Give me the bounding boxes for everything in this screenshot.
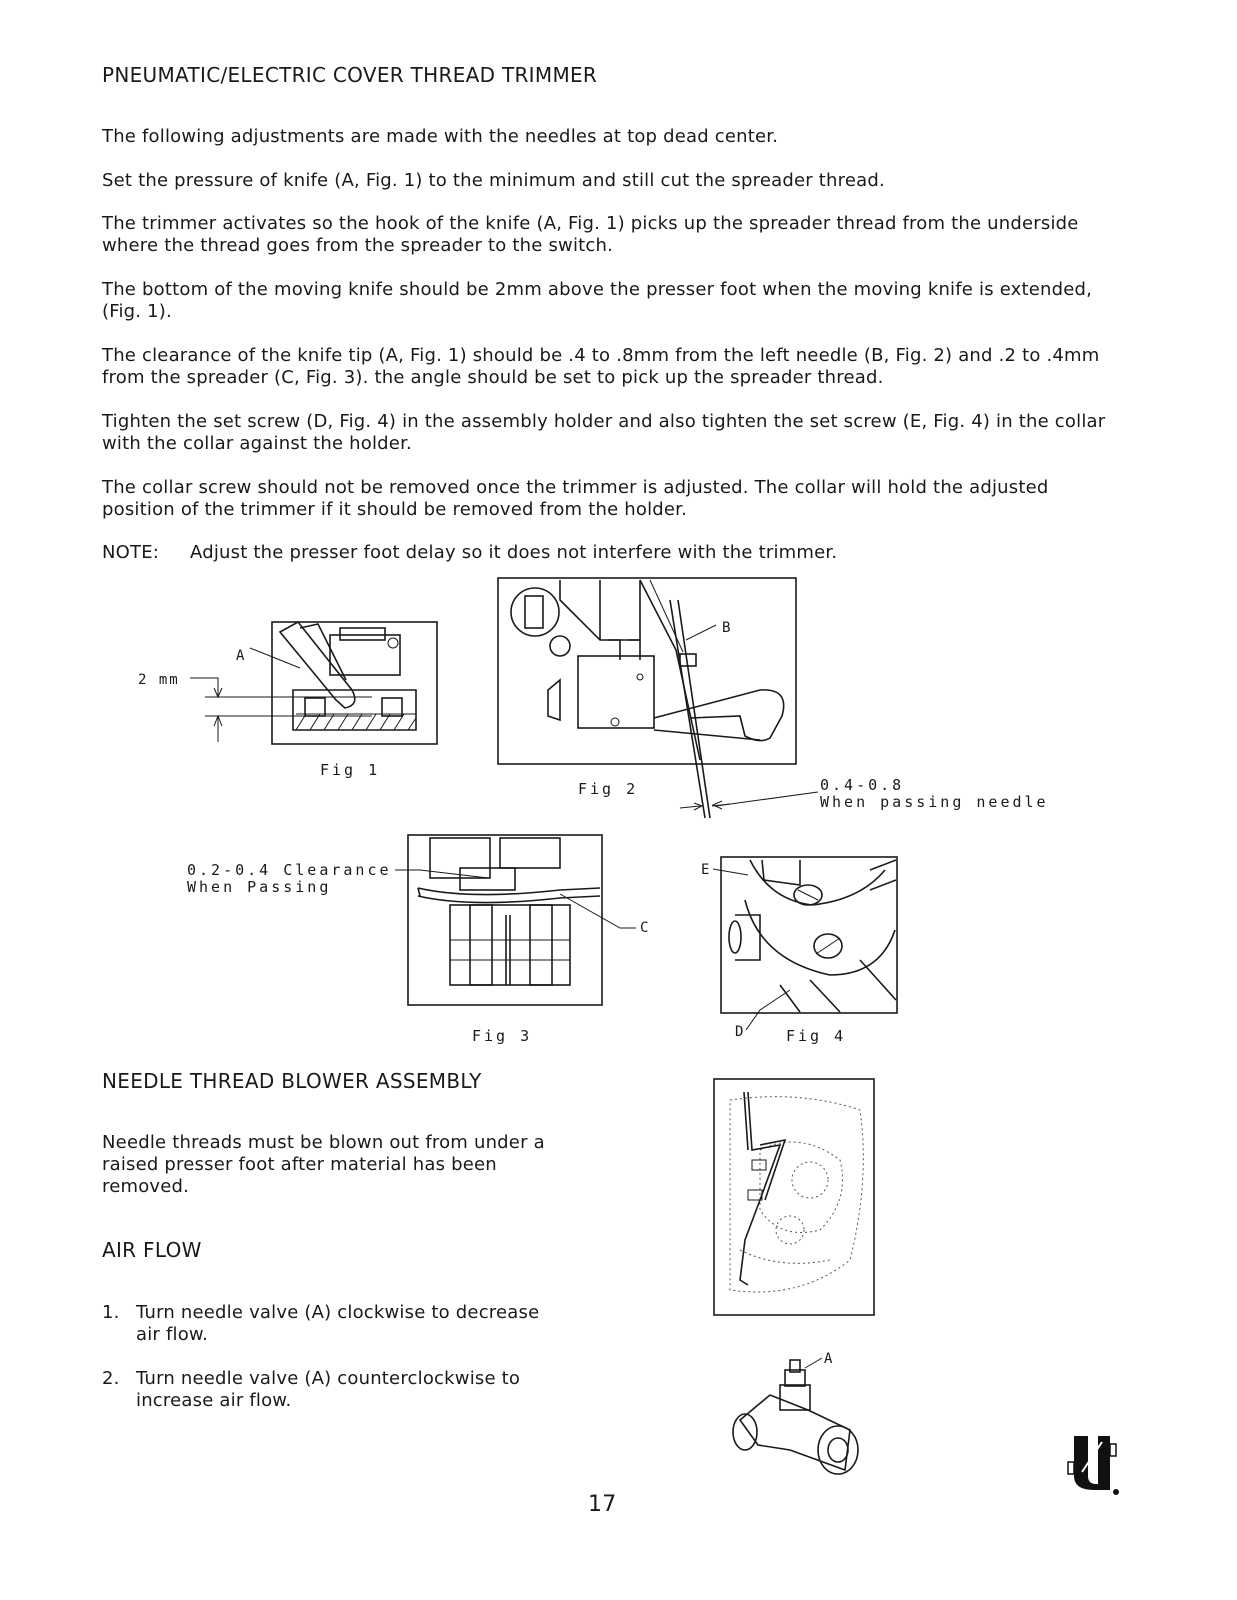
fig1-dimension: 2 mm — [138, 672, 180, 688]
paragraph: The clearance of the knife tip (A, Fig. 1) should be .4 to .8mm from the left needle (B, Fig. 2) and .2 to .4mm from the spreader (C, Fig. 3). the angle should be set to pick up the spreader thread. — [102, 345, 1100, 388]
fig2-label-b: B — [722, 620, 734, 636]
fig2-callout-value: 0.4-0.8 — [820, 776, 905, 794]
fig1-label-a: A — [236, 648, 248, 664]
page-number: 17 — [588, 1492, 617, 1517]
section-title-trimmer: PNEUMATIC/ELECTRIC COVER THREAD TRIMMER — [102, 63, 598, 87]
step-text: Turn needle valve (A) counterclockwise to increase air flow. — [136, 1368, 521, 1411]
fig3-callout-text: When Passing — [187, 878, 332, 896]
fig3-label-c: C — [640, 920, 652, 936]
brand-logo-icon — [1066, 1432, 1126, 1502]
step-text: Turn needle valve (A) clockwise to decrease air flow. — [136, 1302, 540, 1345]
paragraph: The collar screw should not be removed once the trimmer is adjusted. The collar will hold the adjusted position of the trimmer if it should be removed from the holder. — [102, 477, 1049, 520]
valve-label-a: A — [824, 1351, 836, 1367]
note-label: NOTE: — [102, 542, 160, 563]
fig2-caption: Fig 2 — [578, 780, 639, 798]
section-title-airflow: AIR FLOW — [102, 1238, 202, 1262]
fig4-caption: Fig 4 — [786, 1027, 847, 1045]
paragraph: The following adjustments are made with the needles at top dead center. — [102, 126, 779, 147]
step-number: 1. — [102, 1302, 120, 1323]
note-text: Adjust the presser foot delay so it does not interfere with the trimmer. — [190, 542, 838, 563]
fig2-callout-text: When passing needle — [820, 793, 1049, 811]
fig3-callout-value: 0.2-0.4 Clearance — [187, 861, 392, 879]
paragraph: Tighten the set screw (D, Fig. 4) in the assembly holder and also tighten the set screw (E, Fig. 4) in the collar with the collar against the holder. — [102, 411, 1106, 454]
paragraph: Set the pressure of knife (A, Fig. 1) to the minimum and still cut the spreader thread. — [102, 170, 885, 191]
fig3-caption: Fig 3 — [472, 1027, 533, 1045]
fig4-label-e: E — [701, 862, 713, 878]
fig4-label-d: D — [735, 1024, 747, 1040]
step-number: 2. — [102, 1368, 120, 1389]
blower-paragraph: Needle threads must be blown out from under a raised presser foot after material has been removed. — [102, 1132, 545, 1197]
fig1-caption: Fig 1 — [320, 761, 381, 779]
paragraph: The trimmer activates so the hook of the knife (A, Fig. 1) picks up the spreader thread from the underside where the thread goes from the spreader to the switch. — [102, 213, 1079, 256]
paragraph: The bottom of the moving knife should be 2mm above the presser foot when the moving knife is extended, (Fig. 1). — [102, 279, 1093, 322]
section-title-blower: NEEDLE THREAD BLOWER ASSEMBLY — [102, 1069, 482, 1093]
